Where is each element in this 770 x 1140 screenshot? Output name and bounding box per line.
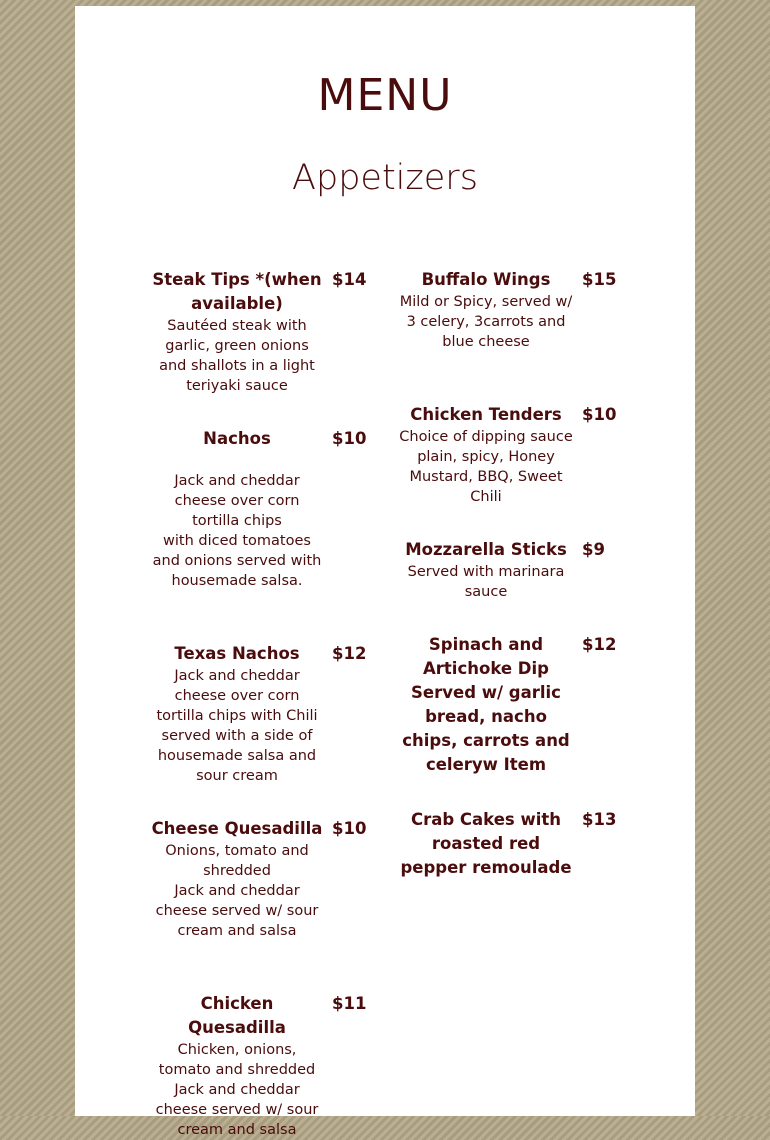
menu-item-price: $10 (582, 405, 617, 424)
menu-item-price: $11 (332, 994, 367, 1013)
menu-item-description: Chicken, onions, tomato and shredded Jack and cheddar cheese served w/ sour cream and salsa (155, 1042, 319, 1138)
menu-item-price: $13 (582, 810, 617, 829)
menu-title: MENU (317, 70, 453, 121)
menu-item (150, 992, 324, 1140)
menu-item-price: $12 (582, 635, 617, 654)
menu-item-description: Sautéed steak with garlic, green onions and shallots in a light teriyaki sauce (159, 318, 315, 394)
menu-item-name: Cheese Quesadilla (151, 819, 323, 838)
menu-item-price: $15 (582, 270, 617, 289)
menu-item (398, 808, 574, 880)
menu-item-price: $10 (332, 819, 367, 838)
menu-item-name: Buffalo Wings (421, 270, 551, 289)
menu-item-description: Mild or Spicy, served w/ 3 celery, 3carrots and blue cheese (399, 294, 573, 350)
menu-item-name: Nachos (203, 429, 271, 448)
menu-item-description: Onions, tomato and shredded Jack and cheddar cheese served w/ sour cream and salsa (155, 843, 319, 939)
menu-item-name: Steak Tips *(when available) (152, 270, 322, 313)
menu-page (75, 6, 695, 1138)
menu-item (398, 403, 574, 507)
menu-item-description: Served with marinara sauce (407, 564, 565, 600)
menu-item-price: $14 (332, 270, 367, 289)
menu-item (398, 538, 574, 602)
menu-item-name: Chicken Tenders (410, 405, 562, 424)
menu-item-description: Jack and cheddar cheese over corn tortilla chips with diced tomatoes and onions served with housemade salsa. (152, 473, 322, 589)
menu-item-description: Choice of dipping sauce plain, spicy, Honey Mustard, BBQ, Sweet Chili (399, 429, 573, 505)
menu-item-price: $10 (332, 429, 367, 448)
menu-item-price: $12 (332, 644, 367, 663)
menu-item-price: $9 (582, 540, 605, 559)
menu-item-name: Texas Nachos (174, 644, 300, 663)
menu-item (150, 427, 324, 591)
menu-item (150, 817, 324, 941)
menu-item (150, 642, 324, 786)
section-title-appetizers: Appetizers (292, 158, 478, 198)
menu-item-description: Jack and cheddar cheese over corn tortilla chips with Chili served with a side of housemade salsa and sour cream (156, 668, 318, 784)
menu-item (150, 268, 324, 396)
menu-item (398, 633, 574, 777)
menu-item-name: Spinach and Artichoke Dip Served w/ garlic bread, nacho chips, carrots and celeryw Item (402, 635, 570, 774)
menu-item-name: Chicken Quesadilla (188, 994, 286, 1037)
menu-item-name: Mozzarella Sticks (405, 540, 567, 559)
menu-item (398, 268, 574, 352)
menu-item-name: Crab Cakes with roasted red pepper remoulade (400, 810, 572, 877)
